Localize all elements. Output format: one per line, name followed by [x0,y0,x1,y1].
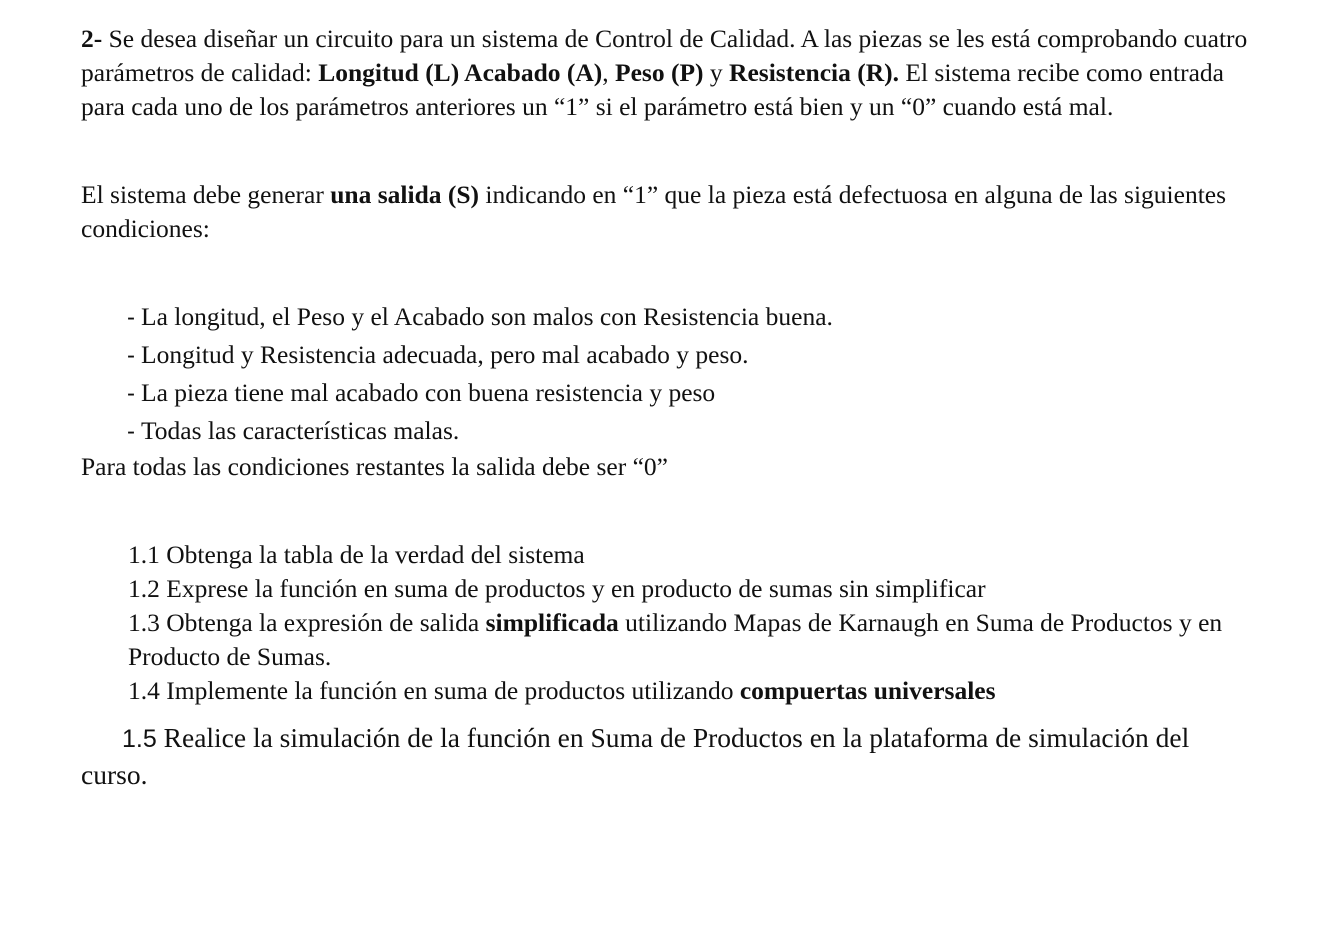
output-name: una salida (S) [330,180,480,209]
task-1-5-number: 1.5 [122,725,157,753]
param-peso: Peso (P) [615,58,704,87]
dash-bullet: - [127,304,135,331]
problem-intro: 2- Se desea diseñar un circuito para un sistema de Control de Calidad. A las piezas se les está comprobando cuatro parámetros de calidad: Longitud (L) Acabado (A), Peso (P) y Resistencia (R). El sistema recibe como entrada para cada uno de los parámetros anteriores un “1” si el parámetro está bien y un “0” cuando está mal. [81,24,1248,121]
document-page [81,22,1261,793]
output-description: El sistema debe generar una salida (S) indicando en “1” que la pieza está defectuosa en alguna de las siguientes condiciones: [81,180,1227,243]
tasks-list [81,538,1261,708]
param-resistencia: Resistencia (R). [729,58,900,87]
task-1-1: 1.1 Obtenga la tabla de la verdad del sistema [128,540,585,569]
remaining-conditions: Para todas las condiciones restantes la salida debe ser “0” [81,452,668,481]
dash-bullet: - [127,342,135,369]
list-item: - Longitud y Resistencia adecuada, pero mal acabado y peso. [127,340,749,369]
problem-number: 2- [81,24,103,53]
task-1-2: 1.2 Exprese la función en suma de productos y en producto de sumas sin simplificar [128,574,986,603]
task-1-3: 1.3 Obtenga la expresión de salida simplificada utilizando Mapas de Karnaugh en Suma de Productos y en Producto de Sumas. [128,608,1223,671]
list-item: - La longitud, el Peso y el Acabado son malos con Resistencia buena. [127,302,833,331]
task-1-4: 1.4 Implemente la función en suma de productos utilizando compuertas universales [128,676,996,705]
list-item: - La pieza tiene mal acabado con buena resistencia y peso [127,378,716,407]
list-item: - Todas las características malas. [127,416,460,445]
task-1-5: 1.5 Realice la simulación de la función en Suma de Productos en la plataforma de simulación del curso. [81,722,1190,790]
emphasis-compuertas: compuertas universales [739,676,996,705]
emphasis-simplificada: simplificada [485,608,619,637]
dash-bullet: - [127,418,135,445]
param-longitud-acabado: Longitud (L) Acabado (A) [318,58,603,87]
dash-bullet: - [127,380,135,407]
conditions-list [81,298,1261,450]
